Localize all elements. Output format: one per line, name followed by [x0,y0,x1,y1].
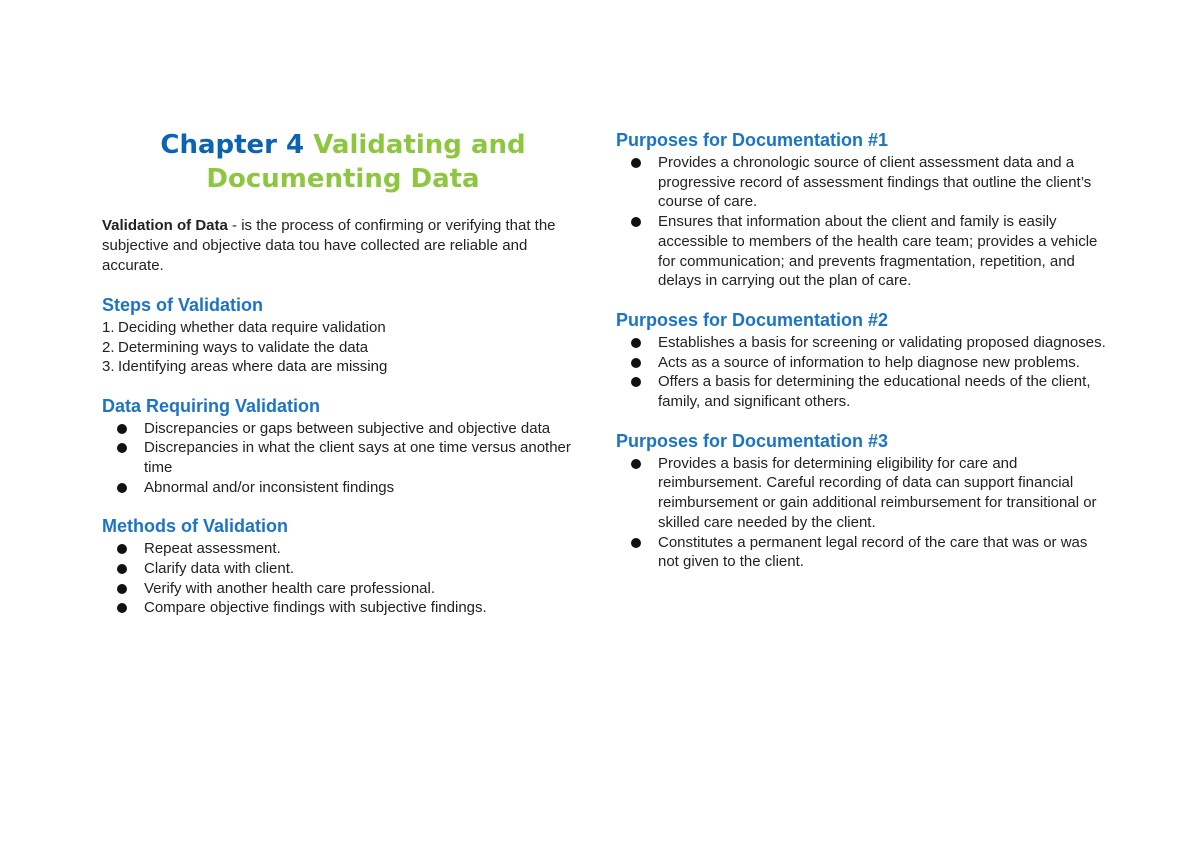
list-item: Provides a basis for determining eligibility for care and reimbursement. Careful recording of data can support financial reimbursement or gain additional reimbursement for transitional or skilled care needed by the client. [616,454,1106,533]
definition-term: Validation of Data [102,217,228,234]
list-item: 2. Determining ways to validate the data [102,338,369,356]
list-item: Offers a basis for determining the educational needs of the client, family, and significant others. [616,372,1106,411]
purposes2-heading: Purposes for Documentation #2 [616,309,889,330]
title-chapter: Chapter 4 [160,130,305,160]
list-item: Acts as a source of information to help diagnose new problems. [616,353,1106,373]
list-item: Establishes a basis for screening or validating proposed diagnoses. [616,333,1106,353]
requiring-heading: Data Requiring Validation [102,395,321,416]
bullet-icon [117,544,127,554]
purposes3-list [616,454,1106,572]
list-item: Ensures that information about the client and family is easily accessible to members of the health care team; provides a vehicle for communication; and prevents fragmentation, repetition, and delays in carrying out the plan of care. [616,212,1106,291]
methods-list [102,539,582,618]
definition-text: - is the process of confirming or verifying that the subjective and objective data tou have collected are reliable and accurate. [102,217,556,274]
title-topic: Validating and Documenting Data [206,130,526,194]
bullet-icon [631,459,641,469]
list-item: 3. Identifying areas where data are missing [102,358,388,375]
bullet-icon [631,358,641,368]
validation-definition [102,216,582,276]
requiring-list [102,419,582,498]
purposes1-list [616,153,1106,291]
list-item: Verify with another health care professional. [102,579,582,599]
list-item: Repeat assessment. [102,539,582,559]
steps-list [102,318,582,377]
methods-heading: Methods of Validation [102,516,289,537]
list-item: Compare objective findings with subjective findings. [102,598,582,618]
right-column [616,129,1106,590]
bullet-icon [117,424,127,434]
bullet-icon [117,603,127,613]
list-item: Abnormal and/or inconsistent findings [102,478,582,498]
bullet-icon [631,338,641,348]
list-item: Provides a chronologic source of client assessment data and a progressive record of assessment findings that outline the client’s course of care. [616,153,1106,212]
list-item: Constitutes a permanent legal record of the care that was or was not given to the client. [616,533,1106,572]
bullet-icon [117,564,127,574]
bullet-icon [631,538,641,548]
bullet-icon [117,584,127,594]
bullet-icon [631,158,641,168]
bullet-icon [631,217,641,227]
bullet-icon [631,377,641,387]
list-item: Discrepancies in what the client says at one time versus another time [102,438,582,477]
list-item: Discrepancies or gaps between subjective and objective data [102,419,582,439]
purposes3-heading: Purposes for Documentation #3 [616,430,889,451]
left-column [102,128,582,636]
purposes2-list [616,333,1106,412]
bullet-icon [117,483,127,493]
list-item: 1. Deciding whether data require validation [102,319,386,336]
steps-heading: Steps of Validation [102,295,264,315]
page-title [102,128,584,196]
list-item: Clarify data with client. [102,559,582,579]
bullet-icon [117,443,127,453]
purposes1-heading: Purposes for Documentation #1 [616,130,889,150]
